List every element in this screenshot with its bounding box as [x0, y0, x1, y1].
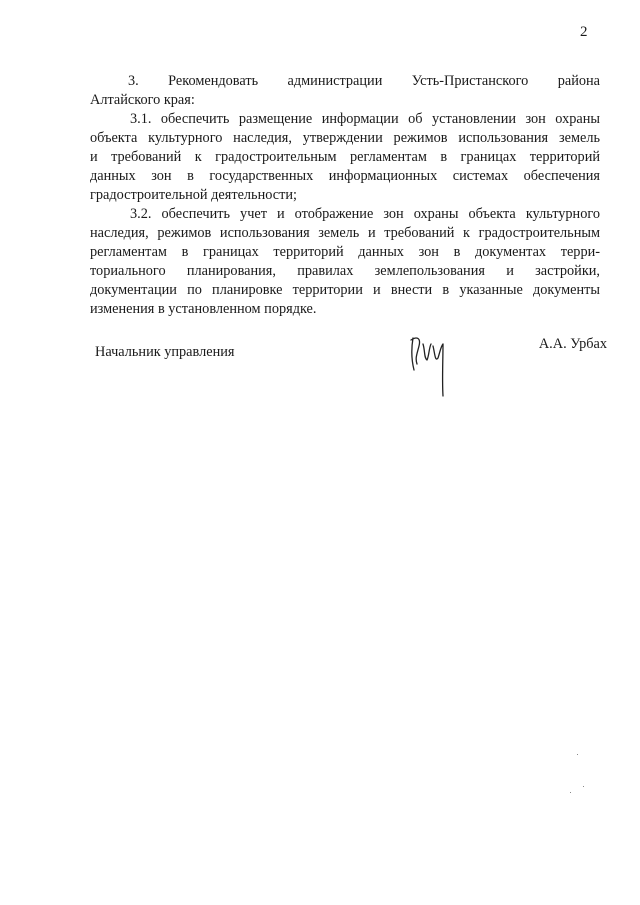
item-3-2-line: 3.2. обеспечить учет и отображение зон охраны объекта культурного [130, 206, 600, 222]
item-3-2-line: ториального планирования, правилах землепользования и застройки, [90, 263, 600, 279]
item-3-2-line: документации по планировке территории и внести в указанные документы [90, 282, 600, 298]
page-number: 2 [580, 24, 588, 40]
scan-speck [583, 786, 584, 787]
item-3-1-line: объекта культурного наследия, утверждении режимов использования земель [90, 130, 600, 146]
item-3-continuation: Алтайского края: [90, 92, 195, 108]
signer-name: А.А. Урбах [538, 336, 607, 352]
item-3-1-line: 3.1. обеспечить размещение информации об установлении зон охраны [130, 111, 600, 127]
signature-block [95, 336, 607, 402]
item-3-2-line: регламентам в границах территорий данных зон в документах терри- [90, 244, 600, 260]
item-3-1-line: и требований к градостроительным регламентам в границах территорий [90, 149, 600, 165]
item-3-2-line: изменения в установленном порядке. [90, 301, 317, 317]
item-3-1-line: градостроительной деятельности; [90, 187, 297, 203]
item-3-heading: 3. Рекомендовать администрации Усть-Пристанского района [128, 73, 600, 89]
handwritten-signature [405, 330, 465, 400]
signer-title: Начальник управления [95, 344, 235, 360]
scan-speck [577, 754, 578, 755]
document-body [90, 72, 600, 319]
scan-speck [570, 792, 571, 793]
item-3-2-line: наследия, режимов использования земель и требований к градостроительным [90, 225, 600, 241]
item-3-1-line: данных зон в государственных информационных системах обеспечения [90, 168, 600, 184]
